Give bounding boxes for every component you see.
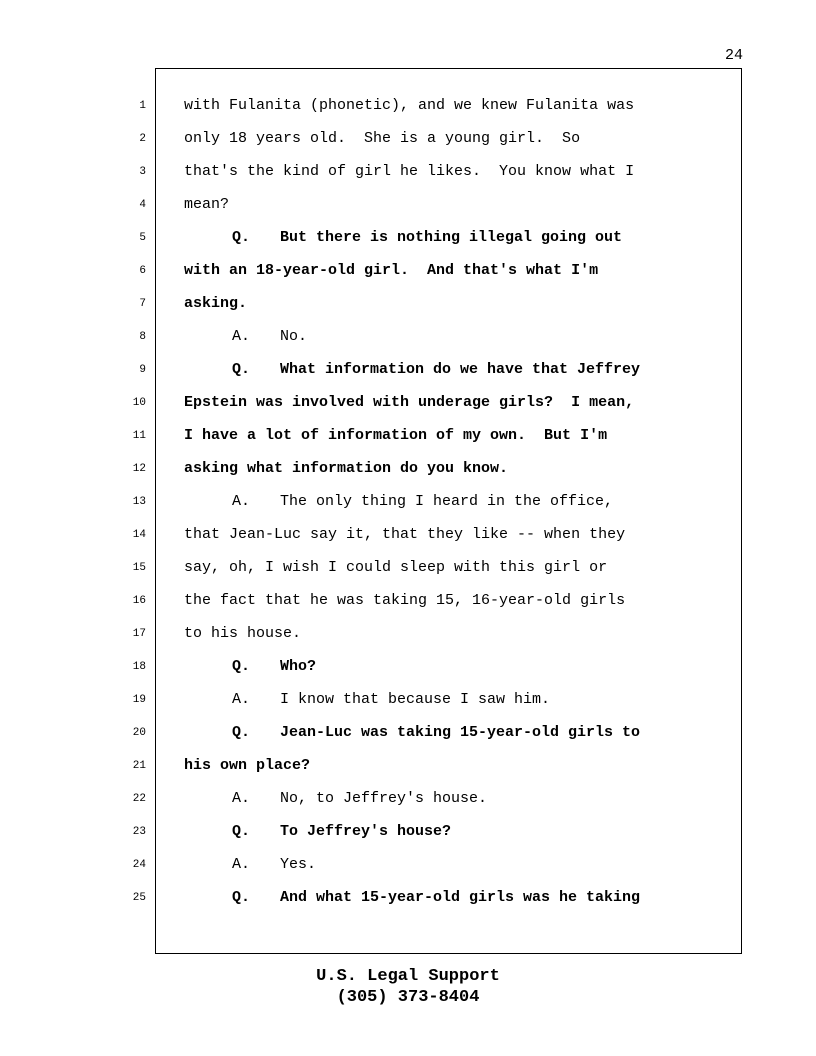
- transcript-line: [184, 196, 724, 229]
- transcript-line: [184, 757, 724, 790]
- transcript-line: [184, 97, 724, 130]
- page-number: 24: [724, 47, 743, 64]
- line-text: No.: [280, 328, 308, 345]
- transcript-line: [184, 361, 724, 394]
- transcript-line: [184, 328, 724, 361]
- line-number: 2: [139, 133, 146, 145]
- line-text: only 18 years old. She is a young girl. So: [184, 130, 581, 147]
- speaker-label: Q.: [232, 658, 251, 675]
- speaker-label: A.: [232, 328, 251, 345]
- transcript-line: [184, 295, 724, 328]
- line-number: 10: [132, 397, 146, 409]
- speaker-label: Q.: [232, 724, 251, 741]
- speaker-label: Q.: [232, 823, 251, 840]
- transcript-line: [184, 559, 724, 592]
- line-number: 3: [139, 166, 146, 178]
- line-text: I know that because I saw him.: [280, 691, 551, 708]
- line-number: 9: [139, 364, 146, 376]
- line-number: 15: [132, 562, 146, 574]
- line-number: 4: [139, 199, 146, 211]
- line-text: Epstein was involved with underage girls? I mean,: [184, 394, 635, 411]
- line-number: 6: [139, 265, 146, 277]
- line-number: 5: [139, 232, 146, 244]
- line-text: the fact that he was taking 15, 16-year-old girls: [184, 592, 626, 609]
- footer: [0, 966, 816, 1008]
- line-text: Jean-Luc was taking 15-year-old girls to: [280, 724, 641, 741]
- line-number: 21: [132, 760, 146, 772]
- line-text: with an 18-year-old girl. And that's what I'm: [184, 262, 599, 279]
- line-number: 14: [132, 529, 146, 541]
- line-text: with Fulanita (phonetic), and we knew Fulanita was: [184, 97, 635, 114]
- line-number: 23: [132, 826, 146, 838]
- transcript-line: [184, 658, 724, 691]
- line-text: And what 15-year-old girls was he taking: [280, 889, 641, 906]
- speaker-label: Q.: [232, 229, 251, 246]
- line-text: that Jean-Luc say it, that they like -- when they: [184, 526, 626, 543]
- transcript-lines: [184, 97, 724, 922]
- line-text: asking.: [184, 295, 248, 312]
- line-text: mean?: [184, 196, 230, 213]
- transcript-line: [184, 394, 724, 427]
- speaker-label: Q.: [232, 361, 251, 378]
- line-number: 1: [139, 100, 146, 112]
- line-number: 12: [132, 463, 146, 475]
- line-number: 13: [132, 496, 146, 508]
- line-text: to his house.: [184, 625, 302, 642]
- transcript-line: [184, 460, 724, 493]
- line-text: No, to Jeffrey's house.: [280, 790, 488, 807]
- transcript-line: [184, 229, 724, 262]
- line-text: Yes.: [280, 856, 317, 873]
- line-number: 7: [139, 298, 146, 310]
- speaker-label: A.: [232, 493, 251, 510]
- speaker-label: A.: [232, 856, 251, 873]
- line-text: To Jeffrey's house?: [280, 823, 452, 840]
- transcript-line: [184, 856, 724, 889]
- transcript-line: [184, 427, 724, 460]
- line-text: that's the kind of girl he likes. You know what I: [184, 163, 635, 180]
- line-number: 17: [132, 628, 146, 640]
- line-number: 24: [132, 859, 146, 871]
- line-text: asking what information do you know.: [184, 460, 509, 477]
- transcript-line: [184, 724, 724, 757]
- transcript-line: [184, 691, 724, 724]
- transcript-line: [184, 262, 724, 295]
- transcript-line: [184, 163, 724, 196]
- transcript-line: [184, 130, 724, 163]
- line-text: say, oh, I wish I could sleep with this girl or: [184, 559, 608, 576]
- line-number-column: [120, 97, 146, 922]
- speaker-label: Q.: [232, 889, 251, 906]
- transcript-line: [184, 526, 724, 559]
- speaker-label: A.: [232, 691, 251, 708]
- line-number: 16: [132, 595, 146, 607]
- line-number: 11: [132, 430, 146, 442]
- line-number: 19: [132, 694, 146, 706]
- transcript-line: [184, 592, 724, 625]
- line-number: 20: [132, 727, 146, 739]
- footer-phone: (305) 373-8404: [336, 988, 480, 1007]
- line-text: But there is nothing illegal going out: [280, 229, 623, 246]
- line-text: Who?: [280, 658, 317, 675]
- line-number: 22: [132, 793, 146, 805]
- line-number: 18: [132, 661, 146, 673]
- footer-company: U.S. Legal Support: [316, 967, 500, 986]
- speaker-label: A.: [232, 790, 251, 807]
- line-text: The only thing I heard in the office,: [280, 493, 614, 510]
- line-number: 25: [132, 892, 146, 904]
- line-text: What information do we have that Jeffrey: [280, 361, 641, 378]
- line-text: I have a lot of information of my own. But I'm: [184, 427, 608, 444]
- transcript-line: [184, 889, 724, 922]
- transcript-line: [184, 823, 724, 856]
- line-text: his own place?: [184, 757, 311, 774]
- line-number: 8: [139, 331, 146, 343]
- transcript-line: [184, 625, 724, 658]
- transcript-line: [184, 790, 724, 823]
- transcript-line: [184, 493, 724, 526]
